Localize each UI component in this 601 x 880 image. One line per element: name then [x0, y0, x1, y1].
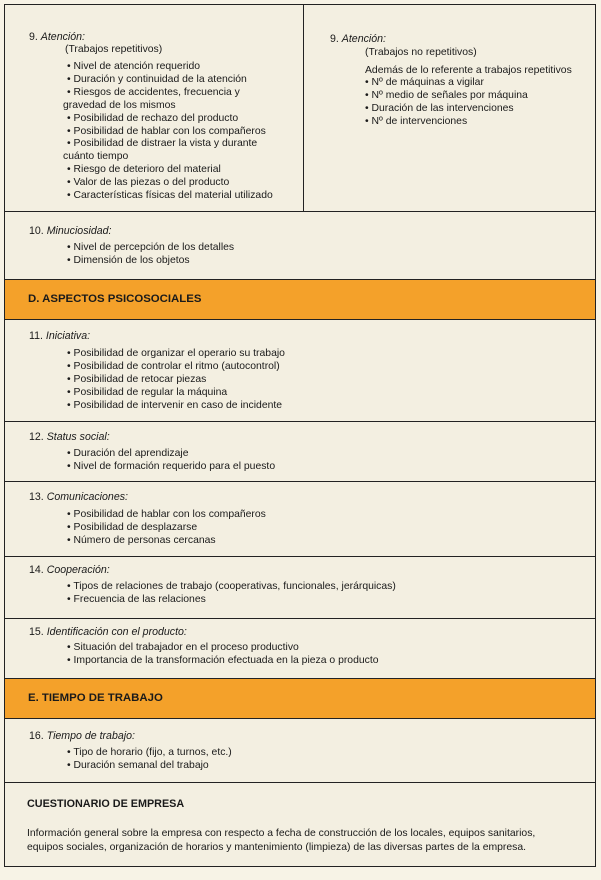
list-item: • Dimensión de los objetos [67, 254, 190, 266]
list-item: • Posibilidad de hablar con los compañeros [67, 509, 266, 520]
list-item: • Posibilidad de regular la máquina [67, 386, 228, 398]
questionnaire-text-line-2: equipos sociales, organización de horarios y mantenimiento (limpieza) de las diversas partes de la empresa. [27, 842, 527, 853]
list-item: • Nº de máquinas a vigilar [365, 77, 484, 88]
heading-e: E. TIEMPO DE TRABAJO [28, 692, 163, 704]
list-item: • Nivel de percepción de los detalles [67, 242, 235, 253]
list-item: gravedad de los mismos [63, 99, 176, 111]
list-item: • Posibilidad de controlar el ritmo (autocontrol) [67, 360, 280, 372]
questionnaire-text-line-1: Información general sobre la empresa con respecto a fecha de construcción de los locales, equipos sanitarios, [27, 828, 536, 839]
list-item: • Frecuencia de las relaciones [67, 593, 206, 605]
section-9-right-subtitle: (Trabajos no repetitivos) [365, 47, 477, 58]
section-12-list [67, 448, 275, 474]
section-12-block [5, 422, 595, 482]
section-11-block [5, 320, 595, 422]
document-page [4, 4, 596, 867]
section-10-block [5, 212, 595, 280]
section-11-list [67, 348, 285, 413]
section-10-title: 10. Minuciosidad: [29, 225, 112, 237]
questionnaire-block [5, 783, 595, 867]
list-item: • Posibilidad de distraer la vista y durante [67, 138, 258, 150]
section-13-block [5, 482, 595, 557]
section-15-block [5, 619, 595, 679]
list-item: • Situación del trabajador en el proceso productivo [67, 642, 299, 653]
list-item: • Posibilidad de desplazarse [67, 521, 198, 533]
section-16-list [67, 747, 232, 773]
questionnaire-title: CUESTIONARIO DE EMPRESA [27, 798, 185, 810]
list-item: • Riesgos de accidentes, frecuencia y [67, 86, 240, 98]
heading-d: D. ASPECTOS PSICOSOCIALES [28, 293, 202, 305]
heading-d-band [5, 280, 595, 320]
list-item: • Duración de las intervenciones [365, 102, 514, 114]
section-16-block [5, 719, 595, 783]
list-item: • Número de personas cercanas [67, 534, 216, 546]
list-item: • Posibilidad de rechazo del producto [67, 112, 239, 124]
list-item: • Tipo de horario (fijo, a turnos, etc.) [67, 747, 232, 758]
list-item: • Valor de las piezas o del producto [67, 177, 230, 189]
heading-e-band [5, 679, 595, 719]
section-14-list [67, 581, 396, 607]
list-item: • Nivel de atención requerido [67, 61, 201, 72]
list-item: • Nivel de formación requerido para el puesto [67, 460, 276, 472]
list-item: • Nº de intervenciones [365, 115, 468, 127]
section-10-list [67, 242, 234, 268]
list-item: • Nº medio de señales por máquina [365, 89, 528, 101]
section-13-list [67, 509, 266, 548]
section-12-title: 12. Status social: [29, 431, 110, 443]
column-divider [303, 5, 304, 212]
section-9-right-title: 9. Atención: [330, 33, 386, 45]
section-11-title: 11. Iniciativa: [29, 330, 91, 342]
list-item: • Duración y continuidad de la atención [67, 73, 247, 85]
list-item: • Duración del aprendizaje [67, 448, 189, 459]
list-item: • Importancia de la transformación efectuada en la pieza o producto [67, 654, 379, 666]
section-9-block [5, 5, 595, 212]
list-item: • Posibilidad de intervenir en caso de incidente [67, 399, 283, 411]
section-14-block [5, 557, 595, 619]
section-14-title: 14. Cooperación: [29, 564, 110, 576]
list-item: • Tipos de relaciones de trabajo (cooperativas, funcionales, jerárquicas) [67, 581, 396, 592]
list-item: • Características físicas del material utilizado [67, 190, 273, 202]
section-9-left-subtitle: (Trabajos repetitivos) [65, 44, 163, 55]
list-item: • Posibilidad de hablar con los compañeros [67, 125, 266, 137]
list-item: • Posibilidad de organizar el operario su trabajo [67, 348, 285, 359]
section-13-title: 13. Comunicaciones: [29, 491, 128, 503]
section-9-right-list [365, 77, 528, 129]
section-9-left-list [63, 61, 273, 203]
section-15-list [67, 642, 379, 668]
list-item: • Duración semanal del trabajo [67, 759, 209, 771]
section-16-title: 16. Tiempo de trabajo: [29, 730, 135, 742]
list-item: • Posibilidad de retocar piezas [67, 373, 207, 385]
list-item: cuánto tiempo [63, 151, 129, 163]
section-9-left-title: 9. Atención: [29, 31, 85, 43]
list-item: • Riesgo de deterioro del material [67, 164, 221, 176]
section-15-title: 15. Identificación con el producto: [29, 626, 187, 638]
section-9-right-intro: Además de lo referente a trabajos repetitivos [365, 65, 572, 76]
